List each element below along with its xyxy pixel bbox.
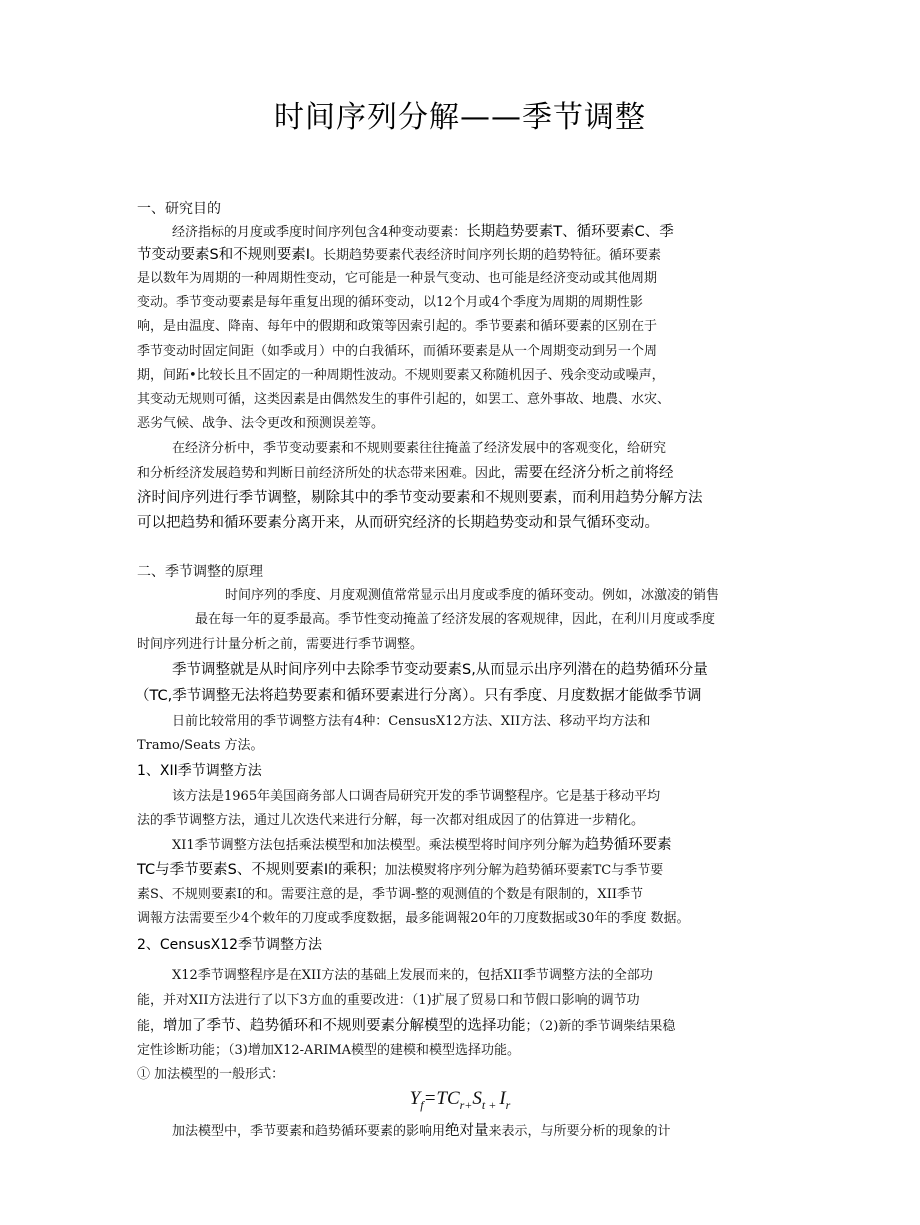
paragraph-line: 能，并对XII方法进行了以下3方血的重要改进：（1)扩展了贸易口和节假口影响的调节功 — [137, 993, 640, 1008]
bold-paragraph-line: 济时间序列进行季节调整，剔除其中的季节变动要素和不规则要素，而利用趋势分解方法 — [137, 490, 703, 506]
text: 。长期趋势要素代表经济时间序列长期的趋势特征。循环要素 — [309, 248, 661, 263]
paragraph-line: 时间序列的季度、月度观测值常常显示出月度或季度的循环变动。例如，冰激凌的销售 — [225, 588, 720, 603]
paragraph-line: 其变动无规则可循，这类因素是由偶然发生的事件引起的，如罢工、意外事故、地農、水灾、 — [137, 392, 671, 407]
paragraph-line: 日前比较常用的季节调整方法有4种：CensusX12方法、XII方法、移动平均方法和 — [172, 714, 651, 729]
paragraph-line: 恶劣气候、战争、法令更改和预测误差等。 — [137, 416, 385, 431]
paragraph-line — [137, 859, 663, 882]
paragraph-line: 定性诊断功能；（3)增加X12-ARIMA模型的建模和模型选择功能。 — [137, 1043, 521, 1058]
text: ；加法模熨将序列分解为趋势循环要素TC与季节要 — [371, 863, 664, 878]
subsection-heading-x12: 2、CensusX12季节调整方法 — [137, 937, 323, 953]
text: ；（2)新的季节调柴结果稳 — [525, 1019, 676, 1034]
text: 来表示，与所要分析的现象的计 — [488, 1124, 671, 1139]
text: 能， — [137, 1019, 164, 1034]
paragraph-line: 响，是由温度、降南、每年中的假期和政策等因索引起的。季节要素和循环要素的区别在于 — [137, 319, 658, 334]
bold-paragraph-line: 季节调整就是从时间序列中去除季节变动要素S,从而显示出序列潜在的趋势循环分量 — [172, 662, 708, 678]
bold-text: 趋势循环要素 — [584, 837, 672, 853]
section-heading-research-purpose: 一、研究目的 — [137, 201, 221, 217]
paragraph-line: 该方法是1965年美国商务部人口调杳局研究开发的季节调整程序。它是基于移动平均 — [172, 789, 661, 804]
paragraph-line — [172, 221, 674, 244]
subsection-heading-x11: 1、XII季节调整方法 — [137, 763, 262, 779]
paragraph-line: 期，间跖•比较长且不固定的一种周期性波动。不规则要素又称随机因子、残余变动或噪声， — [137, 368, 665, 383]
bold-text: 节变动要素S和不规则要素I — [137, 247, 310, 263]
text: 和分析经济发展趋势和判断日前经济所处的状态带来困难。因此， — [137, 466, 515, 481]
text: 加法模型中，季节要素和趋势循环要素的影响用 — [172, 1124, 446, 1139]
text: 经济指标的月度或季度时间序列包含4种变动要素： — [172, 225, 467, 240]
section-heading-principle: 二、季节调整的原理 — [137, 564, 263, 580]
list-item-additive-model: ① 加法模型的一般形式： — [137, 1067, 285, 1082]
paragraph-line: 调報方法需要至少4个敕年的刀度或季度数据，最多能调報20年的刀度数据或30年的季度 数据。 — [137, 911, 690, 926]
paragraph-line — [137, 244, 661, 267]
paragraph-line — [137, 462, 674, 485]
paragraph-line: 季节变动时固定间距（如季或月）中的白我循环，而循环要素是从一个周期变动到另一个周 — [137, 344, 658, 359]
paragraph-line: 时间序列进行计量分析之前，需要进行季节调整。 — [137, 637, 424, 652]
text: XI1季节调整方法包括乘法模型和加法模型。乘法模型将时间序列分解为 — [172, 838, 585, 853]
additive-model-formula: $Y_f=TC_{r+}S_{t +}$ $I_r$ — [409, 1088, 511, 1112]
paragraph-line: Tramo/Seats 方法。 — [137, 738, 264, 753]
bold-paragraph-line: 可以把趋势和循环要素分离开来，从而研究经济的长期趋势变动和景气循环变动。 — [137, 515, 659, 531]
paragraph-line: 法的季节调整方法，通过儿次迭代来进行分解，每一次都对组成因了的估算进一步精化。 — [137, 813, 645, 828]
paragraph-line: 最在每一年的夏季最高。季节性变动掩盖了经济发展的客观规律，因此，在利川月度或季度 — [195, 612, 716, 627]
bold-text: 长期趋势要素T、循环要素C、季 — [466, 224, 674, 240]
paragraph-line: X12季节调整程序是在XII方法的基础上发展而来的，包括XII季节调整方法的全部功 — [172, 968, 653, 983]
paragraph-line — [172, 1120, 671, 1143]
bold-text: 需要在经济分析之前将经 — [514, 465, 674, 481]
page-title: 时间序列分解——季节调整 — [274, 100, 646, 135]
bold-text: TC与季节要素S、不规则要素I的乘积 — [137, 862, 372, 878]
paragraph-line — [172, 834, 672, 857]
paragraph-line: 是以数年为周期的一种周期性变动，它可能是一种景气变动、也可能是经济变动或其他周期 — [137, 271, 658, 286]
paragraph-line: 在经济分析中，季节变动要素和不规则要素往往掩盖了经济发展中的客观变化，给研究 — [172, 441, 667, 456]
bold-text: 绝对量 — [445, 1123, 489, 1139]
bold-text: 增加了季节、趋势循环和不规则要素分解模型的选择功能 — [163, 1018, 526, 1034]
paragraph-line: 变动。季节变动要素是每年重复出现的循环变动，以12个月或4个季度为周期的周期性影 — [137, 295, 643, 310]
paragraph-line — [137, 1015, 675, 1038]
paragraph-line: 素S、不规则要素I的和。需要注意的是，季节调-整的观测值的个数是有限制的，XII季节 — [137, 887, 643, 902]
bold-paragraph-line: （TC,季节调整无法将趋势要素和循环要素进行分离）。只有季度、月度数据才能做季节调 — [135, 688, 702, 704]
